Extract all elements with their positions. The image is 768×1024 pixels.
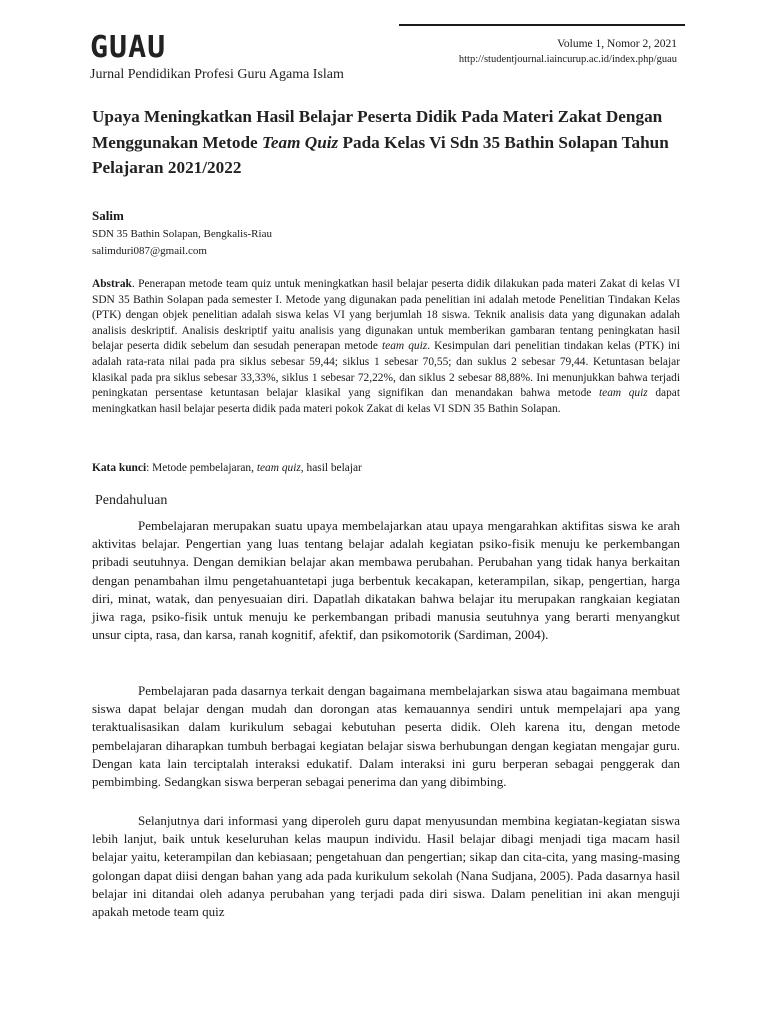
- volume-info: [459, 37, 677, 67]
- volume-number: Volume 1, Nomor 2, 2021: [557, 38, 677, 50]
- author-affiliation: SDN 35 Bathin Solapan, Bengkalis-Riau: [92, 228, 272, 240]
- title-emphasis: Team Quiz: [261, 132, 339, 152]
- keywords-text-2: hasil belajar: [303, 462, 362, 474]
- paper-title: [92, 104, 692, 181]
- abstract-text-3: dapat meningkatkan hasil belajar peserta didik pada materi pokok Zakat di kelas VI SDN 35 Bathin Solapan.: [92, 387, 681, 415]
- body-paragraph-1: Pembelajaran merupakan suatu upaya membelajarkan atau upaya mengarahkan aktifitas siswa ke arah aktivitas belajar. Pengertian yang luas tentang belajar adalah kegiatan psiko-fisik menuju ke perkembangan pribadi seutuhnya. Dengan demikian belajar akan membawa perubahan. Perubahan yang tidak hanya berkaitan dengan penambahan ilmu pengetahuantetapi juga berbentuk kecakapan, keterampilan, sikap, pengertian, harga diri, minat, watak, dan penyesuaian diri. Dapatlah dikatakan bahwa belajar itu merupakan rangkaian kegiatan jiwa raga, psiko-fisik untuk menuju ke perkembangan pribadi manusia seutuhnya yang berarti menyangkut unsur cipta, rasa, dan karsa, ranah kognitif, afektif, dan psikomotorik (Sardiman, 2004).: [92, 518, 680, 643]
- header-rule: [399, 24, 685, 26]
- keywords: [92, 461, 680, 477]
- abstract-text-1: . Penerapan metode team quiz untuk meningkatkan hasil belajar peserta didik dilakukan pada materi Zakat di kelas VI SDN 35 Bathin Solapan pada semester I. Metode yang digunakan pada penelitian ini adalah metode Penelitian Tindakan Kelas (PTK) dengan objek penelitian adalah siswa kelas VI yang berjumlah 18 siswa. Teknik analisis data yang digunakan adalah analisis deskriptif. Analisis deskriptif yaitu analisis yang digunakan untuk memberikan gambaran tentang peningkatan hasil belajar peserta didik sebelum dan sesudah penerapan metode: [92, 278, 680, 353]
- title-part-1: Upaya Meningkatkan Hasil Belajar Peserta Didik Pada Materi Zakat Dengan Menggunakan Metode: [92, 107, 663, 152]
- journal-name: Jurnal Pendidikan Profesi Guru Agama Islam: [90, 67, 344, 82]
- abstract-text-2: . Kesimpulan dari penelitian tindakan kelas (PTK) ini adalah rata-rata nilai pada pra siklus sebesar 59,44; siklus 1 sebesar 70,55; dan suklus 2 sebesar 79,44. Ketuntasan belajar klasikal pada pra siklus sebesar 33,33%, siklus 1 sebesar 72,22%, dan siklus 2 sebesar 88,88%. Ini menunjukkan bahwa terjadi peningkatan persentase ketuntasan belajar klasikal yang signifikan dan menandakan bahwa metode: [92, 340, 680, 400]
- keywords-emphasis: team quiz,: [256, 462, 304, 474]
- abstract-emphasis-1: team quiz: [382, 340, 428, 353]
- abstract-label: Abstrak: [92, 278, 132, 290]
- journal-url[interactable]: http://studentjournal.iaincurup.ac.id/index.php/guau: [458, 54, 677, 65]
- author-name: Salim: [92, 208, 124, 223]
- keywords-label: Kata kunci: [92, 462, 147, 474]
- body-paragraph-2: Pembelajaran pada dasarnya terkait dengan bagaimana membelajarkan siswa atau bagaimana membuat siswa dapat belajar dengan mudah dan dorongan atas kemauannya sendiri untuk mempelajari apa yang teraktualisasikan dalam kurikulum sebagai kebutuhan peserta didik. Oleh karena itu, dengan metode pembelajaran diharapkan tumbuh berbagai kegiatan belajar siswa berhubungan dengan kegiatan mengajar guru. Dengan kata lain terciptalah interaksi edukatif. Dalam interaksi ini guru berperan sebagai penggerak dan pembimbing. Sedangkan siswa berperan sebagai penerima dan yang dibimbing.: [92, 683, 680, 790]
- keywords-text-1: : Metode pembelajaran,: [146, 462, 257, 474]
- abstract: [92, 277, 680, 417]
- abstract-emphasis-2: team quiz: [598, 387, 648, 400]
- body-paragraph-3: Selanjutnya dari informasi yang diperoleh guru dapat menyusundan membina kegiatan-kegiatan siswa lebih lanjut, baik untuk keseluruhan kelas maupun individu. Hasil belajar dibagi menjadi tiga macam hasil belajar yaitu, keterampilan dan kebiasaan; pengetahuan dan pengertian; sikap dan cita-cita, yang masing-masing golongan dapat diisi dengan bahan yang ada pada kurikulum sekolah (Nana Sudjana, 2005). Pada dasarnya hasil belajar ini ditandai oleh adanya perubahan yang terjadi pada diri siswa. Dalam penelitian ini akan menguji apakah metode team quiz: [92, 813, 680, 920]
- section-title: Pendahuluan: [95, 493, 168, 508]
- author-email[interactable]: salimduri087@gmail.com: [92, 245, 207, 257]
- author-affiliation-block: [92, 226, 272, 260]
- title-part-2: Pada Kelas Vi Sdn 35 Bathin Solapan Tahun Pelajaran 2021/2022: [92, 132, 669, 177]
- journal-logo: GUAU: [90, 30, 167, 65]
